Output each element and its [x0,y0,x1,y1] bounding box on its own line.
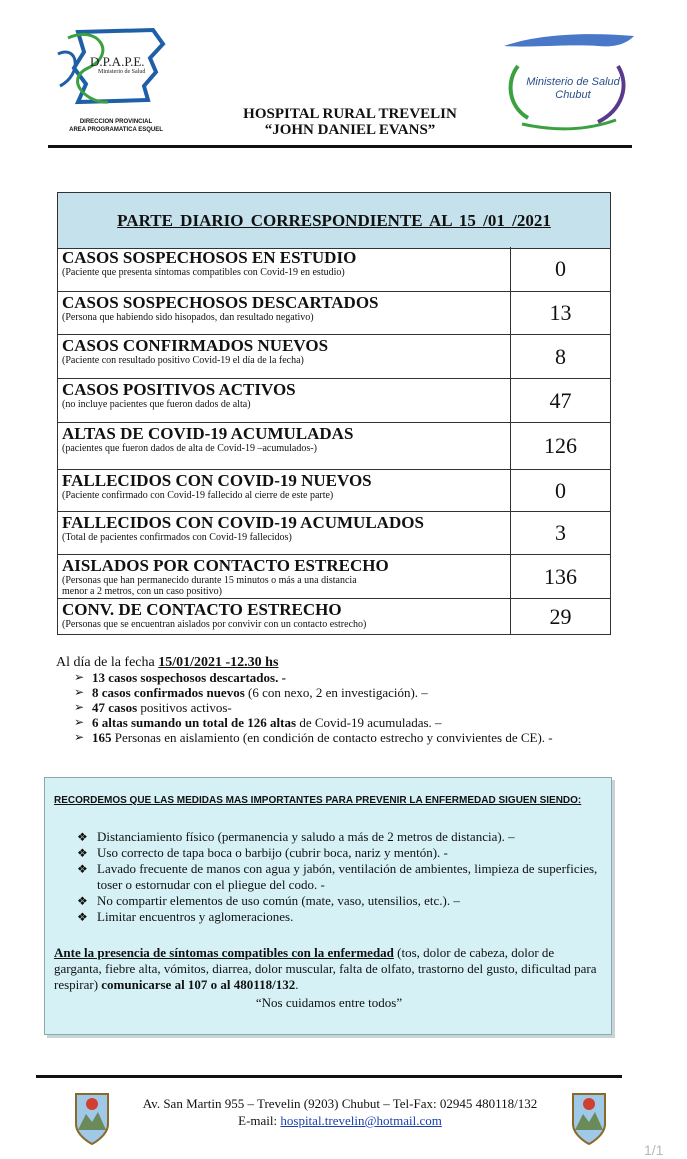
prevention-item [77,829,599,845]
ministerio-line2: Chubut [555,89,591,101]
summary-item [56,715,636,730]
row-label-cell [58,423,511,469]
prevention-item [77,845,599,861]
dpape-acronym: D.P.A.P.E. [90,54,145,69]
row-value: 8 [555,343,566,369]
diamond-bullet-icon: ❖ [77,830,88,844]
row-note: (Paciente que presenta síntomas compatibles con Covid-19 en estudio) [62,267,345,278]
row-note: (Total de pacientes confirmados con Covid-19 fallecidos) [62,532,292,543]
report-row [58,599,610,634]
ministerio-line1: Ministerio de Salud [526,76,620,88]
row-label: CASOS SOSPECHOSOS EN ESTUDIO [62,248,357,267]
daily-report-table [57,192,611,635]
diamond-bullet-icon: ❖ [77,846,88,860]
dpape-logo [48,24,174,138]
prevention-list [77,829,599,925]
prevention-item-text: Uso correcto de tapa boca o barbijo (cubrir boca, nariz y mentón). - [97,845,448,860]
hospital-name: HOSPITAL RURAL TREVELIN [243,106,457,122]
contact-phone: comunicarse al 107 o al 480118/132 [101,977,296,992]
summary-item-bold: 47 casos [92,700,138,715]
row-value: 47 [549,387,572,413]
summary-item-bold: 8 casos confirmados nuevos [92,685,245,700]
summary-section [56,655,636,745]
row-label-cell [58,247,511,291]
row-value: 0 [555,477,566,503]
diamond-bullet-icon: ❖ [77,894,88,908]
prevention-item-text: Lavado frecuente de manos con agua y jabón, ventilación de ambientes, limpieza de superficies, toser o estornudar con el pliegue del codo. - [97,861,598,892]
dpape-line1: DIRECCION PROVINCIAL [79,119,153,125]
row-label: CASOS POSITIVOS ACTIVOS [62,380,296,399]
dpape-subtitle: Ministerio de Salud [98,69,146,75]
report-row [58,512,610,555]
row-value: 29 [549,603,572,629]
row-value: 136 [544,563,577,589]
row-label: FALLECIDOS CON COVID-19 NUEVOS [62,471,372,490]
footer-email-line [110,1112,570,1129]
prevention-item-text: Limitar encuentros y aglomeraciones. [97,909,294,924]
summary-list [56,670,636,745]
report-row [58,423,610,470]
summary-date: 15/01/2021 -12.30 hs [158,655,279,670]
row-label: CASOS CONFIRMADOS NUEVOS [62,336,329,355]
summary-item [56,670,636,685]
diamond-bullet-icon: ❖ [77,862,88,876]
row-label: FALLECIDOS CON COVID-19 ACUMULADOS [62,513,424,532]
notice-symptoms-text [54,945,602,993]
row-note: (Paciente con resultado positivo Covid-19 el día de la fecha) [62,355,304,366]
prevention-item [77,909,599,925]
row-note: (Paciente confirmado con Covid-19 fallecido al cierre de este parte) [62,490,334,501]
summary-item [56,730,636,745]
diamond-bullet-icon: ❖ [77,910,88,924]
row-value: 13 [549,300,572,325]
arrow-right-icon: ➢ [74,685,85,699]
row-value: 3 [555,520,566,545]
summary-item-bold: 6 altas sumando un total de 126 altas [92,715,297,730]
footer-address: Av. San Martin 955 – Trevelin (9203) Chubut – Tel-Fax: 02945 480118/132 [142,1096,538,1111]
summary-intro-prefix: Al día de la fecha [56,655,155,670]
footer-email-label: E-mail: [238,1113,281,1128]
row-note: (Personas que han permanecido durante 15 minutos o más a una distancia menor a 2 metros, con un caso positivo) [62,575,357,597]
report-row [58,379,610,423]
prevention-item-text: No compartir elementos de uso común (mate, vaso, utensilios, etc.). – [97,893,460,908]
row-label-cell [58,555,511,598]
row-note: (no incluye pacientes que fueron dados de alta) [62,399,251,410]
summary-item-text: de Covid-19 acumuladas. – [296,715,442,730]
summary-item-text: positivos activos- [137,700,232,715]
header-divider [48,145,632,148]
symptoms-list: (tos, dolor de cabeza, dolor de garganta, fiebre alta, vómitos, diarrea, dolor muscular, falta de olfato, trastorno del gusto, dificultad para respirar) [54,945,597,992]
report-row [58,292,610,335]
row-note: (Persona que habiendo sido hisopados, dan resultado negativo) [62,312,314,323]
row-label: AISLADOS POR CONTACTO ESTRECHO [62,556,389,575]
summary-item-text: Personas en aislamiento (en condición de contacto estrecho y convivientes de CE). - [111,730,553,745]
arrow-right-icon: ➢ [74,700,85,714]
hospital-title [170,106,530,138]
prevention-notice-box [44,777,612,1035]
report-row [58,555,610,599]
hospital-emblem-right [569,1090,609,1146]
hospital-subtitle: “JOHN DANIEL EVANS” [264,122,436,138]
report-title: PARTE DIARIO CORRESPONDIENTE AL 15 /01 /2021 [117,210,551,230]
row-label-cell [58,512,511,554]
arrow-right-icon: ➢ [74,670,85,684]
notice-heading: RECORDEMOS QUE LAS MEDIDAS MAS IMPORTANTES PARA PREVENIR LA ENFERMEDAD SIGUEN SIENDO: [54,795,582,806]
row-label-cell [58,292,511,334]
hospital-emblem-left [72,1090,112,1146]
report-row [58,247,610,292]
summary-item [56,685,636,700]
row-label-cell [58,599,511,634]
summary-item-bold: 13 casos sospechosos descartados. - [92,670,286,685]
table-header [58,193,610,249]
row-note: (pacientes que fueron dados de alta de Covid-19 –acumulados-) [62,443,317,454]
row-label-cell [58,470,511,511]
footer-email-link[interactable]: hospital.trevelin@hotmail.com [280,1113,442,1128]
symptoms-heading: Ante la presencia de síntomas compatibles con la enfermedad [54,945,394,960]
dpape-line2: AREA PROGRAMATICA ESQUEL [69,127,163,133]
arrow-right-icon: ➢ [74,715,85,729]
row-label-cell [58,335,511,378]
footer-contact [110,1095,570,1129]
page-number: 1/1 [644,1142,664,1158]
summary-item-text: (6 con nexo, 2 en investigación). – [244,685,428,700]
report-row [58,470,610,512]
row-label: CASOS SOSPECHOSOS DESCARTADOS [62,293,379,312]
summary-intro [56,655,636,670]
row-label: CONV. DE CONTACTO ESTRECHO [62,600,342,619]
row-value: 126 [544,433,577,458]
arrow-right-icon: ➢ [74,730,85,744]
row-note: (Personas que se encuentran aislados por convivir con un contacto estrecho) [62,619,367,630]
footer-divider [36,1075,622,1078]
row-label-cell [58,379,511,422]
prevention-item [77,861,599,893]
row-label: ALTAS DE COVID-19 ACUMULADAS [62,424,354,443]
summary-item-bold: 165 [92,730,112,745]
report-row [58,335,610,379]
prevention-item-text: Distanciamiento físico (permanencia y saludo a más de 2 metros de distancia). – [97,829,515,844]
notice-quote: “Nos cuidamos entre todos” [255,995,403,1010]
summary-item [56,700,636,715]
symptoms-end: . [295,977,299,992]
row-value: 0 [555,256,566,281]
prevention-item [77,893,599,909]
